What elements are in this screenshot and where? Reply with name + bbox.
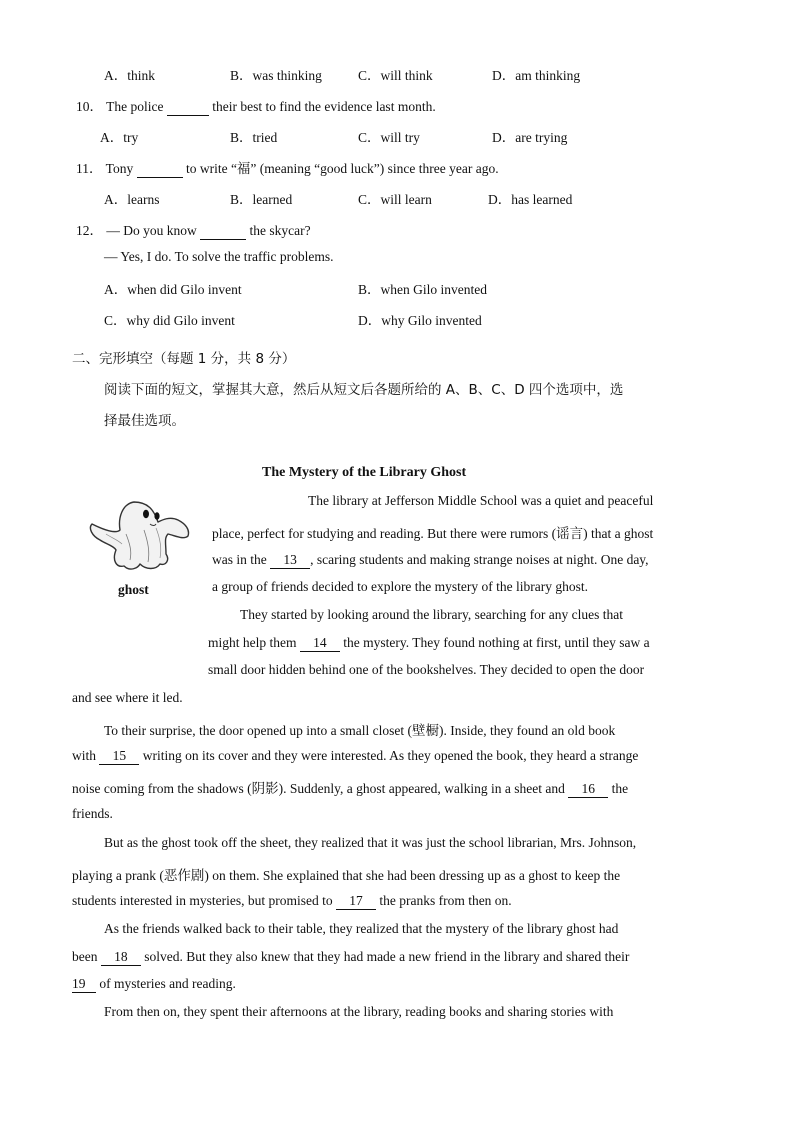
section-instructions-line2: 择最佳选项。 xyxy=(104,413,185,429)
q9-option-c: C．will think xyxy=(358,68,433,83)
q12-option-b: B．when Gilo invented xyxy=(358,282,487,297)
question-stem-post: to write “福” (meaning “good luck”) since three year ago. xyxy=(185,161,499,176)
question-stem-pre: The police xyxy=(106,99,164,114)
cloze-blank-17: 17 xyxy=(336,893,376,910)
passage-line xyxy=(208,635,650,652)
question-number: 12． xyxy=(76,223,103,238)
answer-blank xyxy=(137,161,183,178)
image-caption: ghost xyxy=(118,582,149,597)
passage-line: From then on, they spent their afternoons at the library, reading books and sharing stories with xyxy=(104,1004,614,1019)
q12-option-c: C．why did Gilo invent xyxy=(104,313,235,328)
passage-title: The Mystery of the Library Ghost xyxy=(262,465,467,480)
line-text-pre: with xyxy=(72,748,97,763)
passage-line xyxy=(72,949,629,966)
answer-blank xyxy=(200,223,246,240)
cloze-blank-19: 19 xyxy=(72,976,96,993)
question-12 xyxy=(76,219,311,240)
cloze-blank-16: 16 xyxy=(568,781,608,798)
line-text-pre: been xyxy=(72,949,98,964)
q10-option-c: C．will try xyxy=(358,130,420,145)
question-number: 11． xyxy=(76,161,103,176)
question-10 xyxy=(76,95,436,116)
passage-line: But as the ghost took off the sheet, they realized that it was just the school librarian, Mrs. Johnson, xyxy=(104,835,637,850)
q10-option-a: A．try xyxy=(100,130,139,145)
section-instructions-line1: 阅读下面的短文，掌握其大意，然后从短文后各题所给的 A、B、C、D 四个选项中，选 xyxy=(104,382,624,398)
passage-line: and see where it led. xyxy=(72,690,183,705)
passage-line: They started by looking around the library, searching for any clues that xyxy=(240,607,624,622)
passage-line xyxy=(212,552,649,569)
line-text-post: solved. But they also knew that they had made a new friend in the library and shared their xyxy=(144,949,630,964)
passage-line xyxy=(72,777,628,798)
line-text-pre: noise coming from the shadows (阴影). Suddenly, a ghost appeared, walking in a sheet and xyxy=(72,781,565,796)
ghost-icon xyxy=(86,494,196,578)
q11-option-b: B．learned xyxy=(230,192,293,207)
cloze-blank-15: 15 xyxy=(99,748,139,765)
q11-option-d: D．has learned xyxy=(488,192,573,207)
passage-line: friends. xyxy=(72,806,113,821)
question-number: 10． xyxy=(76,99,103,114)
passage-line: The library at Jefferson Middle School was a quiet and peaceful xyxy=(308,493,654,508)
q9-option-b: B．was thinking xyxy=(230,68,322,83)
passage-line: As the friends walked back to their table, they realized that the mystery of the library ghost had xyxy=(104,921,619,936)
question-stem-post: their best to find the evidence last month. xyxy=(212,99,436,114)
question-11 xyxy=(76,157,499,178)
q10-option-b: B．tried xyxy=(230,130,278,145)
cloze-blank-14: 14 xyxy=(300,635,340,652)
line-text-pre: students interested in mysteries, but promised to xyxy=(72,893,333,908)
passage-line xyxy=(72,748,638,765)
passage-line: place, perfect for studying and reading. But there were rumors (谣言) that a ghost xyxy=(212,526,654,541)
q12-option-d: D．why Gilo invented xyxy=(358,313,482,328)
cloze-blank-13: 13 xyxy=(270,552,310,569)
line-text-post: the mystery. They found nothing at first, until they saw a xyxy=(343,635,650,650)
q12-answer-line: — Yes, I do. To solve the traffic problems. xyxy=(104,249,334,264)
line-text-pre: was in the xyxy=(212,552,267,567)
passage-line xyxy=(72,976,236,993)
q11-option-a: A．learns xyxy=(104,192,160,207)
section-heading: 二、完形填空（每题 1 分，共 8 分） xyxy=(72,351,296,367)
q11-option-c: C．will learn xyxy=(358,192,432,207)
question-stem-pre: Tony xyxy=(105,161,134,176)
answer-blank xyxy=(167,99,209,116)
line-text-post: of mysteries and reading. xyxy=(99,976,236,991)
q10-option-d: D．are trying xyxy=(492,130,568,145)
q9-option-a: A．think xyxy=(104,68,156,83)
passage-line: playing a prank (恶作剧) on them. She explained that she had been dressing up as a ghost to keep the xyxy=(72,868,621,883)
cloze-blank-18: 18 xyxy=(101,949,141,966)
line-text-post: writing on its cover and they were interested. As they opened the book, they heard a strange xyxy=(142,748,639,763)
line-text-post: the xyxy=(611,781,629,796)
ghost-illustration xyxy=(86,494,196,578)
passage-line xyxy=(72,893,512,910)
line-text-post: the pranks from then on. xyxy=(379,893,512,908)
question-stem-post: the skycar? xyxy=(249,223,311,238)
q9-option-d: D．am thinking xyxy=(492,68,581,83)
question-stem-pre: — Do you know xyxy=(106,223,197,238)
passage-line: To their surprise, the door opened up into a small closet (壁橱). Inside, they found an old book xyxy=(104,723,616,738)
passage-line: small door hidden behind one of the bookshelves. They decided to open the door xyxy=(208,662,645,677)
q12-option-a: A．when did Gilo invent xyxy=(104,282,242,297)
line-text-pre: might help them xyxy=(208,635,297,650)
line-text-post: , scaring students and making strange noises at night. One day, xyxy=(310,552,649,567)
passage-line: a group of friends decided to explore the mystery of the library ghost. xyxy=(212,579,589,594)
